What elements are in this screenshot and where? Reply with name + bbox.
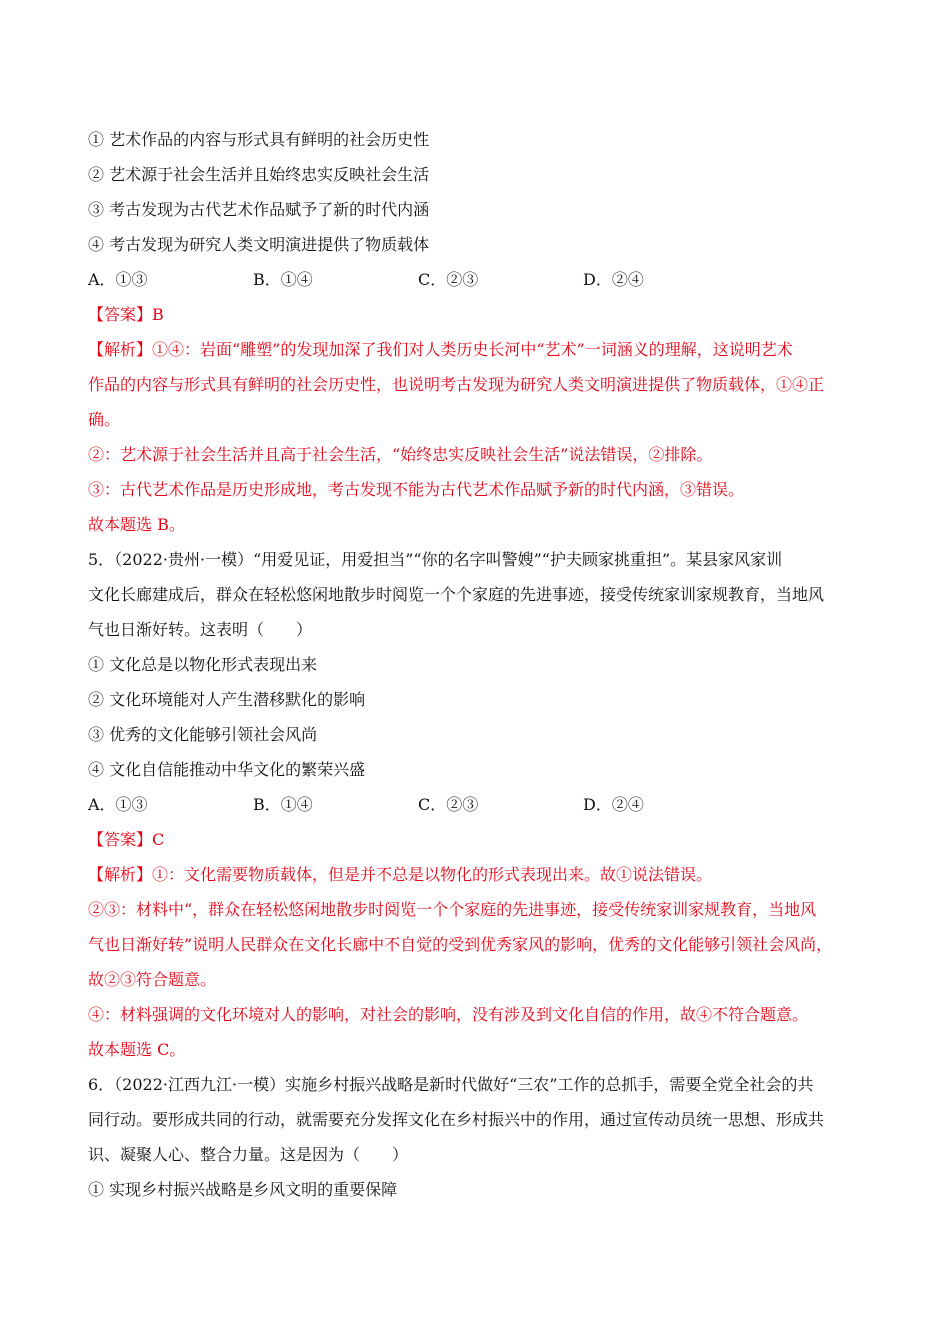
q5-stem-line-2: 文化长廊建成后，群众在轻松悠闲地散步时阅览一个个家庭的先进事迹，接受传统家训家规教育，当地风 — [88, 585, 825, 604]
q5-analysis-line-2: ②③：材料中“，群众在轻松悠闲地散步时阅览一个个家庭的先进事迹，接受传统家训家规教育，当地风 — [88, 900, 817, 919]
q5-option-a: A．①③ — [88, 795, 148, 814]
document-content — [88, 122, 872, 1207]
q5-conclusion: 故本题选 C。 — [88, 1040, 186, 1059]
q4-analysis — [88, 332, 872, 542]
q4-conclusion: 故本题选 B。 — [88, 515, 185, 534]
q4-option-b: B．①④ — [253, 270, 313, 289]
q6-statement-1: ① 实现乡村振兴战略是乡风文明的重要保障 — [88, 1180, 398, 1199]
q5-statement-2: ② 文化环境能对人产生潜移默化的影响 — [88, 690, 366, 709]
q4-answer: 【答案】B — [88, 305, 164, 324]
q5-analysis — [88, 857, 872, 1067]
q6-stem-line-1: 6．（2022·江西九江·一模）实施乡村振兴战略是新时代做好“三农”工作的总抓手，需要全党全社会的共 — [88, 1075, 814, 1094]
q5-stem — [88, 542, 872, 647]
q5-analysis-line-3: 气也日渐好转”说明人民群众在文化长廊中不自觉的受到优秀家风的影响，优秀的文化能够引领社会风尚， — [88, 935, 833, 954]
q5-statement-3: ③ 优秀的文化能够引领社会风尚 — [88, 725, 318, 744]
q5-options — [88, 787, 872, 822]
q4-analysis-line-4: ②：艺术源于社会生活并且高于社会生活，“始终忠实反映社会生活”说法错误，②排除。 — [88, 445, 713, 464]
q5-analysis-line-1: 【解析】①：文化需要物质载体，但是并不总是以物化的形式表现出来。故①说法错误。 — [88, 865, 713, 884]
q5-statement-1: ① 文化总是以物化形式表现出来 — [88, 655, 318, 674]
q5-option-c: C．②③ — [418, 795, 479, 814]
q4-statement-1: ① 艺术作品的内容与形式具有鲜明的社会历史性 — [88, 130, 430, 149]
q4-analysis-line-5: ③：古代艺术作品是历史形成地，考古发现不能为古代艺术作品赋予新的时代内涵，③错误。 — [88, 480, 745, 499]
q5-statement-4: ④ 文化自信能推动中华文化的繁荣兴盛 — [88, 760, 366, 779]
q5-option-d: D．②④ — [583, 795, 644, 814]
q6-stem-line-2: 同行动。要形成共同的行动，就需要充分发挥文化在乡村振兴中的作用，通过宣传动员统一思想、形成共 — [88, 1110, 825, 1129]
q5-stem-line-3: 气也日渐好转。这表明（ ） — [88, 620, 313, 639]
q4-option-d: D．②④ — [583, 270, 644, 289]
q5-answer: 【答案】C — [88, 830, 165, 849]
q4-option-a: A．①③ — [88, 270, 148, 289]
q4-analysis-line-3: 确。 — [88, 410, 121, 429]
q5-option-b: B．①④ — [253, 795, 313, 814]
q4-analysis-line-2: 作品的内容与形式具有鲜明的社会历史性，也说明考古发现为研究人类文明演进提供了物质载体，①④正 — [88, 375, 825, 394]
q4-option-c: C．②③ — [418, 270, 479, 289]
q4-analysis-line-1: 【解析】①④：岩面“雕塑”的发现加深了我们对人类历史长河中“艺术”一词涵义的理解，这说明艺术 — [88, 340, 793, 359]
q6-statements — [88, 1172, 872, 1207]
q6-stem — [88, 1067, 872, 1172]
q5-stem-line-1: 5．（2022·贵州·一模）“用爱见证，用爱担当”“你的名字叫警嫂”“护夫顾家挑重担”。某县家风家训 — [88, 550, 783, 569]
q4-options — [88, 262, 872, 297]
q6-stem-line-3: 识、凝聚人心、整合力量。这是因为（ ） — [88, 1145, 409, 1164]
q4-statements — [88, 122, 872, 262]
q5-analysis-line-4: 故②③符合题意。 — [88, 970, 217, 989]
q4-statement-3: ③ 考古发现为古代艺术作品赋予了新的时代内涵 — [88, 200, 430, 219]
q5-analysis-line-5: ④：材料强调的文化环境对人的影响，对社会的影响，没有涉及到文化自信的作用，故④不符合题意。 — [88, 1005, 809, 1024]
q4-statement-4: ④ 考古发现为研究人类文明演进提供了物质载体 — [88, 235, 430, 254]
q4-statement-2: ② 艺术源于社会生活并且始终忠实反映社会生活 — [88, 165, 430, 184]
q5-statements — [88, 647, 872, 787]
